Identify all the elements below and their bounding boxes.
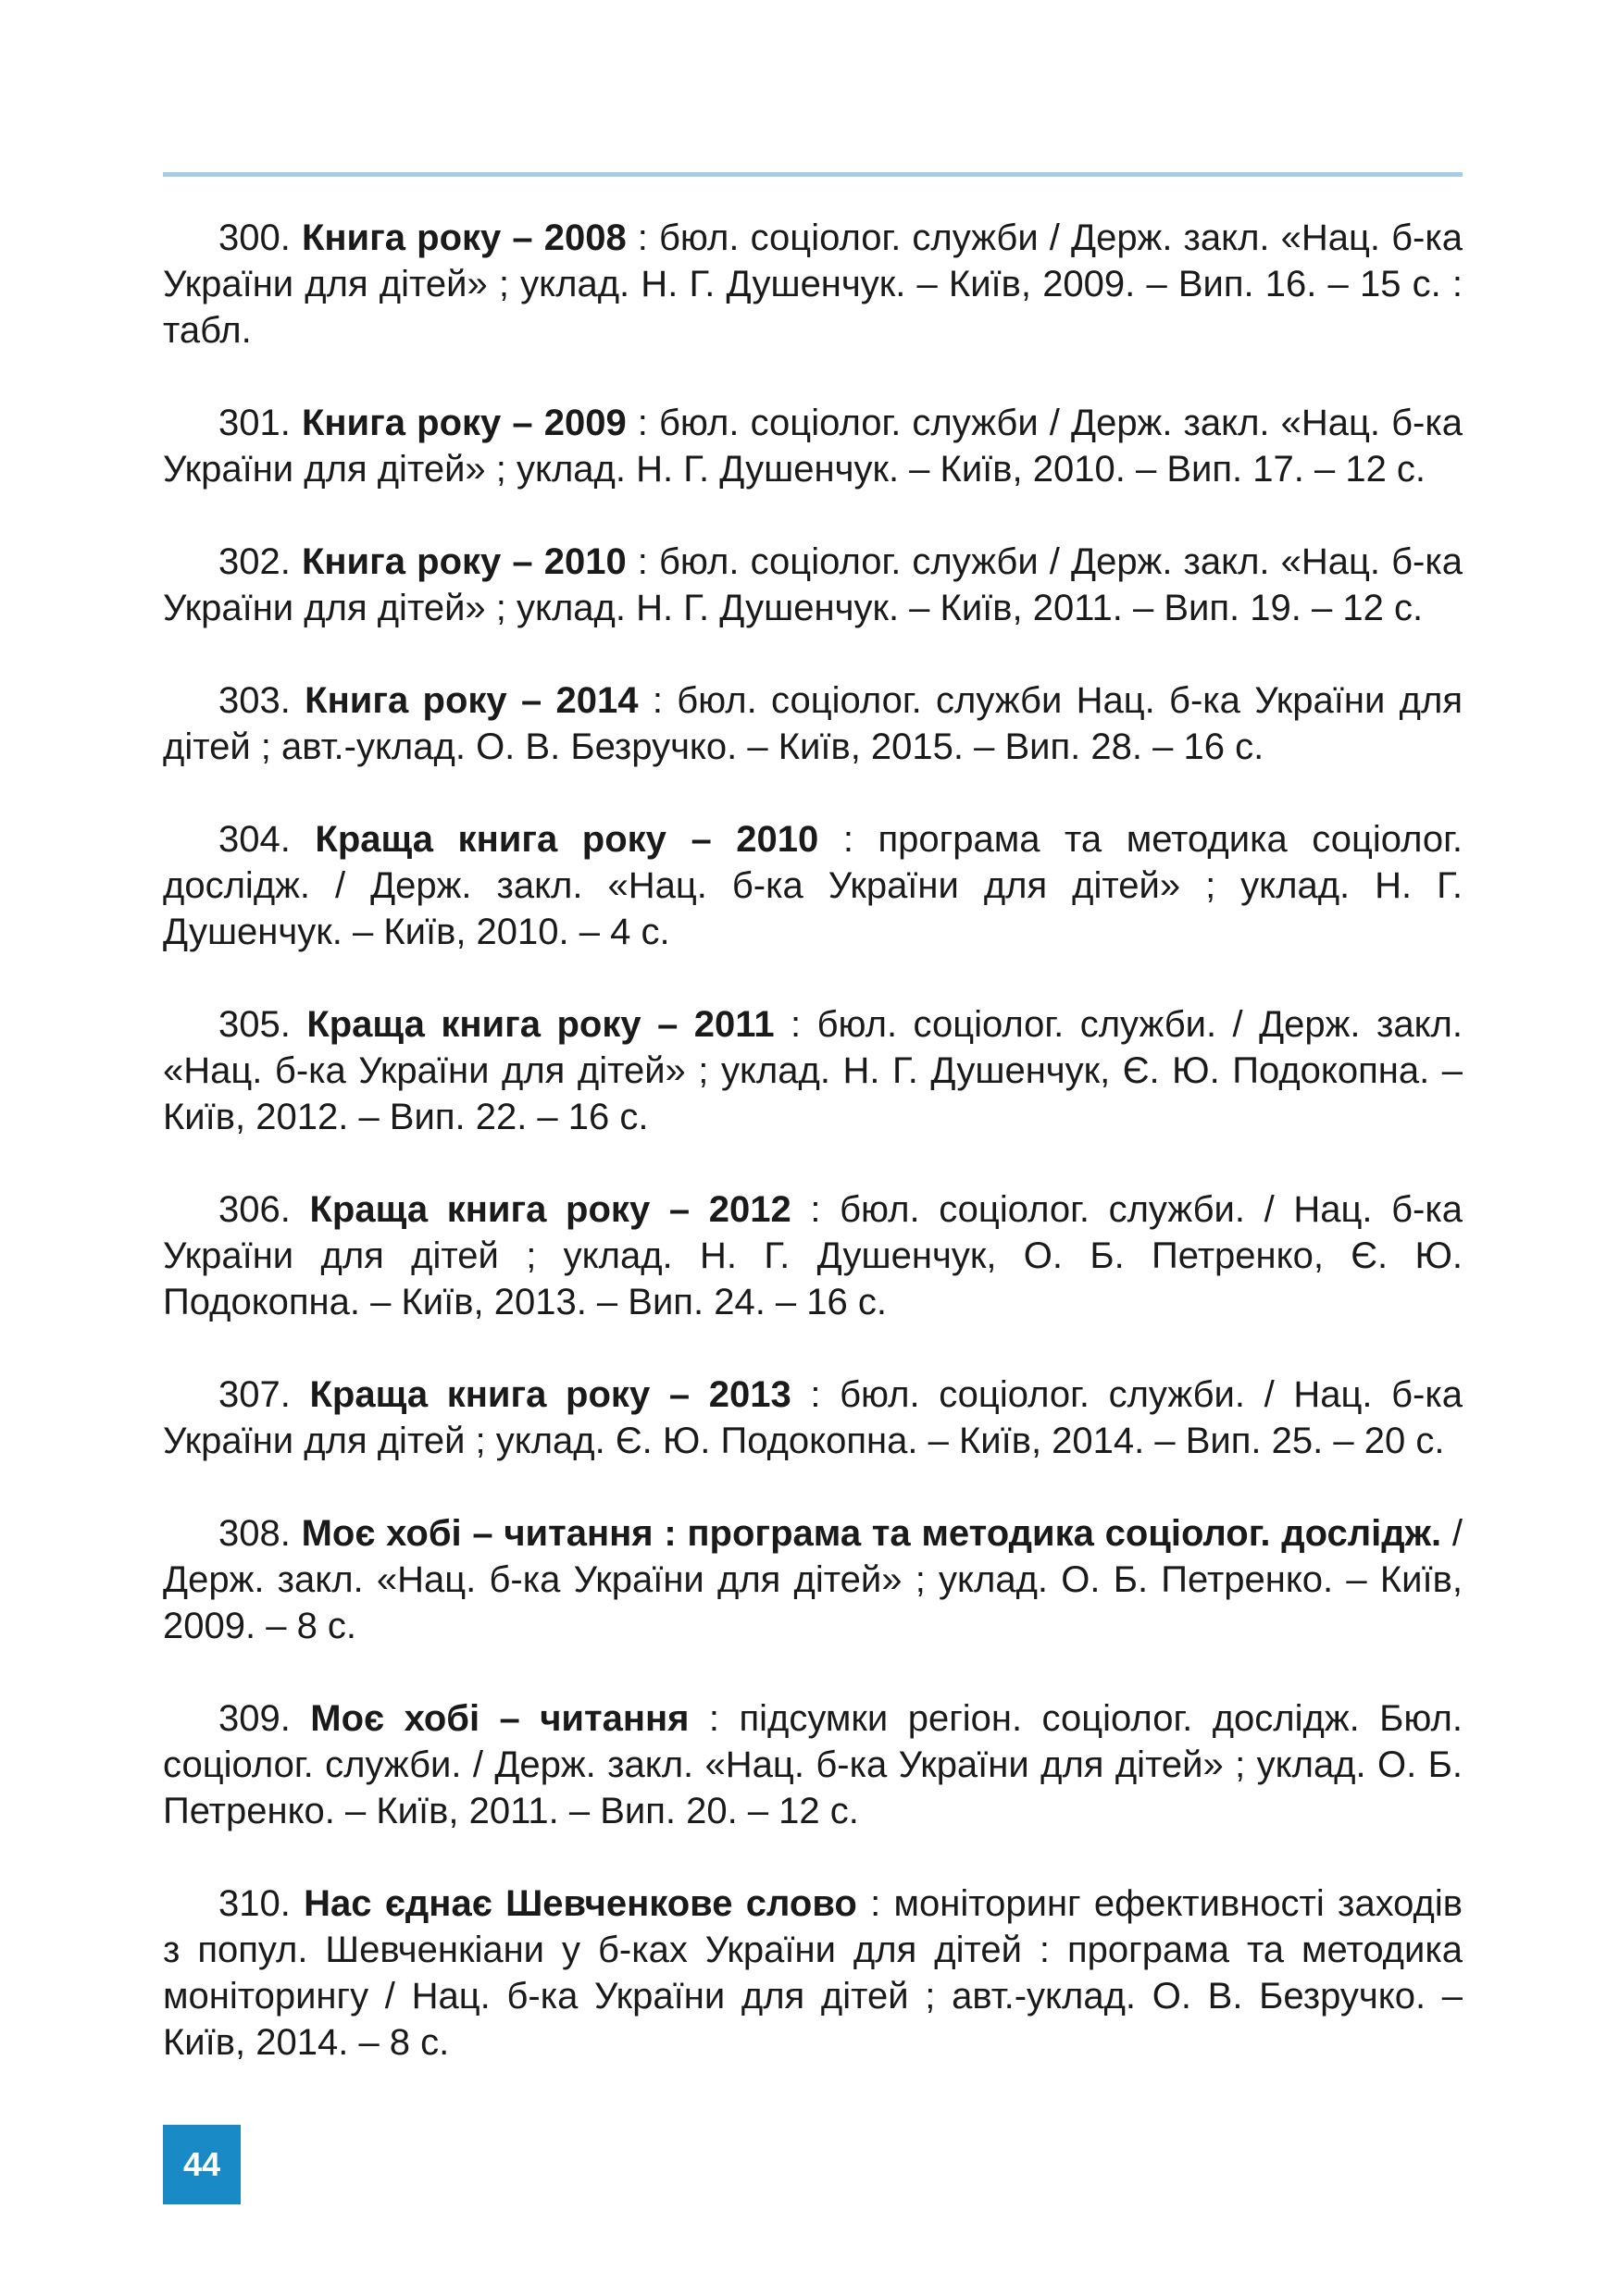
entry-details: / Держ. закл. «Нац. б-ка України для дітей» ; уклад. О. Б. Петренко. – Київ, 2009. – 8 с. [163,1513,1463,1646]
bibliography-entry-306 [163,1186,1463,1325]
entry-number: 301. [218,403,291,443]
entry-title: Книга року – 2009 [301,403,627,443]
entry-number: 305. [218,1004,291,1045]
bibliography-entry-302 [163,539,1463,631]
entry-details: : моніторинг ефективності заходів з попул. Шевченкіани у б-ках України для дітей : програма та методика моніторингу / Нац. б-ка України для дітей ; авт.-уклад. О. В. Безручко. – Київ, 2014. – 8 с. [163,1883,1463,2063]
entry-title: Краща книга року – 2011 [306,1004,775,1045]
entry-title: Нас єднає Шевченкове слово [304,1883,857,1924]
bibliography-entry-308 [163,1510,1463,1649]
entry-details: : бюл. соціолог. служби. / Нац. б-ка України для дітей ; уклад. Н. Г. Душенчук, О. Б. Петренко, Є. Ю. Подокопна. – Київ, 2013. – Вип. 24. – 16 с. [163,1189,1463,1322]
bibliography-entry-300 [163,215,1463,354]
entry-number: 307. [218,1374,291,1415]
entry-number: 302. [218,541,291,582]
bibliography-entry-310 [163,1880,1463,2066]
entry-title: Книга року – 2010 [301,541,627,582]
entry-number: 306. [218,1189,291,1230]
entry-title: Краща книга року – 2010 [315,819,819,860]
entry-details: : бюл. соціолог. служби / Держ. закл. «Нац. б-ка України для дітей» ; уклад. Н. Г. Душенчук. – Київ, 2011. – Вип. 19. – 12 с. [163,541,1463,628]
entry-number: 309. [218,1698,291,1739]
entry-title: Книга року – 2008 [301,217,627,258]
entry-number: 303. [218,680,291,721]
bibliography-entry-301 [163,400,1463,492]
entry-details: : бюл. соціолог. служби / Держ. закл. «Нац. б-ка України для дітей» ; уклад. Н. Г. Душенчук. – Київ, 2010. – Вип. 17. – 12 с. [163,403,1463,490]
entry-title: Моє хобі – читання : програма та методика соціолог. дослідж. [301,1513,1442,1554]
entry-number: 310. [218,1883,291,1924]
bibliography-entry-303 [163,677,1463,770]
bibliography-entry-309 [163,1695,1463,1834]
bibliography-entry-304 [163,816,1463,955]
entry-title: Краща книга року – 2013 [309,1374,791,1415]
page-number-badge [163,2125,241,2204]
entry-title: Книга року – 2014 [305,680,639,721]
page-number: 44 [182,2145,221,2183]
entry-details: : підсумки регіон. соціолог. дослідж. Бюл. соціолог. служби. / Держ. закл. «Нац. б-ка України для дітей» ; уклад. О. Б. Петренко. – Київ, 2011. – Вип. 20. – 12 с. [163,1698,1463,1831]
entry-details: : бюл. соціолог. служби / Держ. закл. «Нац. б-ка України для дітей» ; уклад. Н. Г. Душенчук. – Київ, 2009. – Вип. 16. – 15 с. : табл. [163,217,1463,351]
entry-details: : бюл. соціолог. служби. / Держ. закл. «Нац. б-ка України для дітей» ; уклад. Н. Г. Душенчук, Є. Ю. Подокопна. – Київ, 2012. – Вип. 22. – 16 с. [163,1004,1463,1137]
entry-details: : бюл. соціолог. служби. / Нац. б-ка України для дітей ; уклад. Є. Ю. Подокопна. – Київ, 2014. – Вип. 25. – 20 с. [163,1374,1463,1461]
entry-details: : бюл. соціолог. служби Нац. б-ка України для дітей ; авт.-уклад. О. В. Безручко. – Київ, 2015. – Вип. 28. – 16 с. [163,680,1463,767]
entry-title: Моє хобі – читання [310,1698,690,1739]
entry-title: Краща книга року – 2012 [309,1189,791,1230]
entry-details: : програма та методика соціолог. дослідж. / Держ. закл. «Нац. б-ка України для дітей» ; уклад. Н. Г. Душенчук. – Київ, 2010. – 4 с. [163,819,1463,952]
header-rule [163,172,1463,177]
bibliography-entry-305 [163,1001,1463,1140]
bibliography-entry-307 [163,1371,1463,1464]
entry-number: 304. [218,819,291,860]
entry-number: 300. [218,217,291,258]
entry-number: 308. [218,1513,291,1554]
bibliography-list [163,215,1463,2112]
